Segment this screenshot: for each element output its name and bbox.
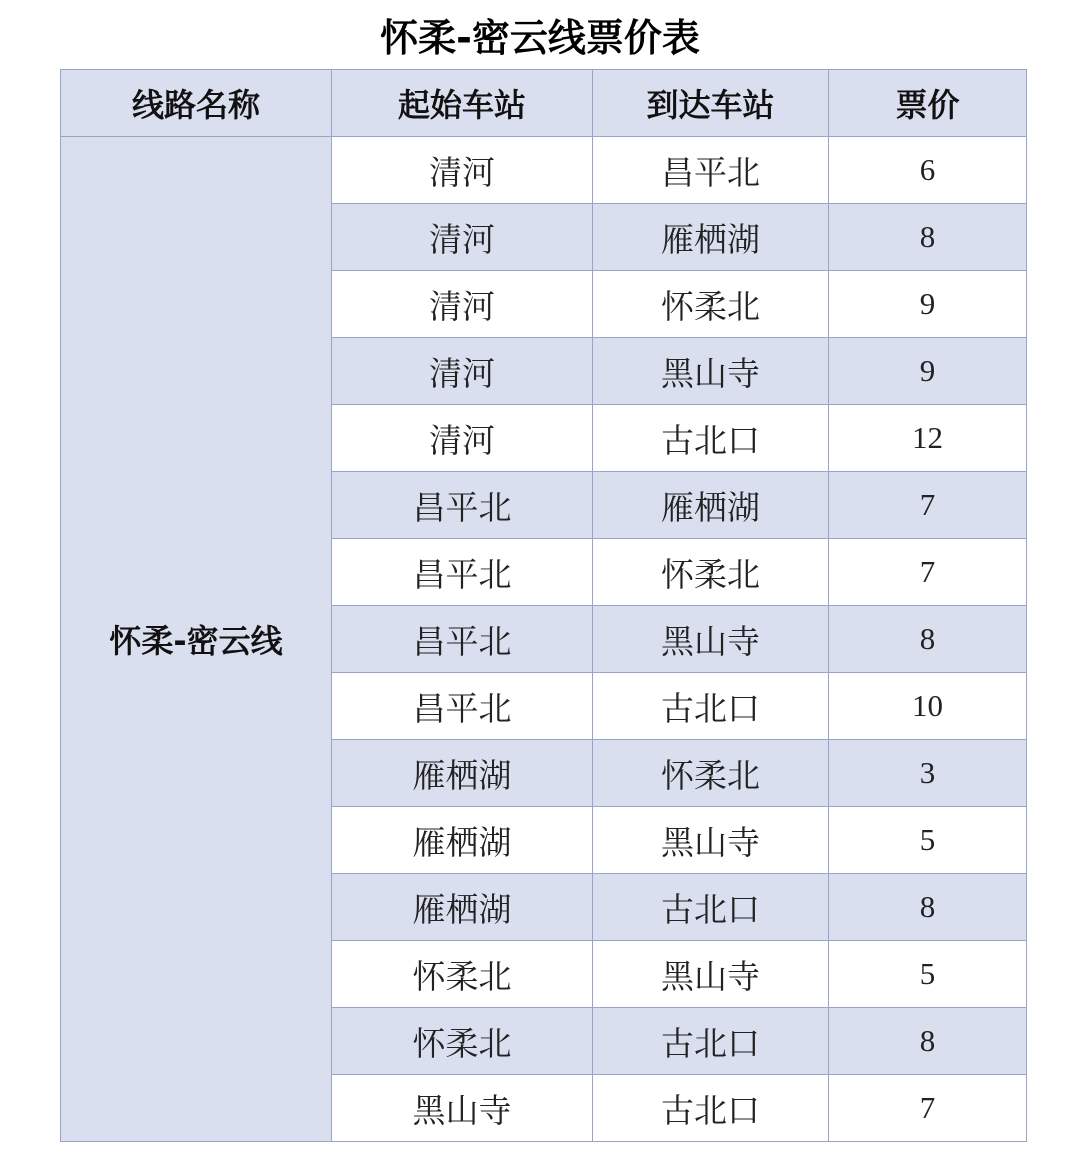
fare-cell: 5 <box>829 807 1027 874</box>
fare-cell: 8 <box>829 1008 1027 1075</box>
start-station-cell: 清河 <box>332 338 593 405</box>
line-name-cell: 怀柔-密云线 <box>61 137 332 1142</box>
fare-cell: 9 <box>829 338 1027 405</box>
start-station-cell: 昌平北 <box>332 606 593 673</box>
fare-table-header <box>61 70 1027 137</box>
start-station-cell: 怀柔北 <box>332 1008 593 1075</box>
fare-cell: 8 <box>829 874 1027 941</box>
end-station-cell: 昌平北 <box>593 137 829 204</box>
fare-cell: 7 <box>829 1075 1027 1142</box>
table-row <box>61 137 1027 204</box>
fare-cell: 8 <box>829 606 1027 673</box>
start-station-cell: 昌平北 <box>332 673 593 740</box>
end-station-cell: 雁栖湖 <box>593 472 829 539</box>
page-title: 怀柔-密云线票价表 <box>380 16 700 60</box>
header-row <box>61 70 1027 137</box>
fare-table-body <box>61 137 1027 1142</box>
header-end-station: 到达车站 <box>593 70 829 137</box>
fare-cell: 12 <box>829 405 1027 472</box>
start-station-cell: 雁栖湖 <box>332 740 593 807</box>
start-station-cell: 昌平北 <box>332 539 593 606</box>
fare-cell: 9 <box>829 271 1027 338</box>
end-station-cell: 怀柔北 <box>593 539 829 606</box>
end-station-cell: 古北口 <box>593 1008 829 1075</box>
fare-table <box>60 69 1027 1142</box>
end-station-cell: 黑山寺 <box>593 338 829 405</box>
header-fare: 票价 <box>829 70 1027 137</box>
end-station-cell: 古北口 <box>593 673 829 740</box>
end-station-cell: 古北口 <box>593 874 829 941</box>
fare-cell: 3 <box>829 740 1027 807</box>
start-station-cell: 黑山寺 <box>332 1075 593 1142</box>
fare-cell: 7 <box>829 539 1027 606</box>
end-station-cell: 古北口 <box>593 405 829 472</box>
fare-cell: 6 <box>829 137 1027 204</box>
start-station-cell: 昌平北 <box>332 472 593 539</box>
end-station-cell: 怀柔北 <box>593 740 829 807</box>
start-station-cell: 清河 <box>332 204 593 271</box>
start-station-cell: 清河 <box>332 271 593 338</box>
end-station-cell: 雁栖湖 <box>593 204 829 271</box>
start-station-cell: 怀柔北 <box>332 941 593 1008</box>
fare-cell: 7 <box>829 472 1027 539</box>
start-station-cell: 清河 <box>332 405 593 472</box>
end-station-cell: 黑山寺 <box>593 941 829 1008</box>
header-line-name: 线路名称 <box>61 70 332 137</box>
start-station-cell: 雁栖湖 <box>332 874 593 941</box>
fare-cell: 10 <box>829 673 1027 740</box>
start-station-cell: 雁栖湖 <box>332 807 593 874</box>
end-station-cell: 黑山寺 <box>593 606 829 673</box>
header-start-station: 起始车站 <box>332 70 593 137</box>
start-station-cell: 清河 <box>332 137 593 204</box>
end-station-cell: 黑山寺 <box>593 807 829 874</box>
end-station-cell: 怀柔北 <box>593 271 829 338</box>
end-station-cell: 古北口 <box>593 1075 829 1142</box>
fare-cell: 5 <box>829 941 1027 1008</box>
fare-cell: 8 <box>829 204 1027 271</box>
